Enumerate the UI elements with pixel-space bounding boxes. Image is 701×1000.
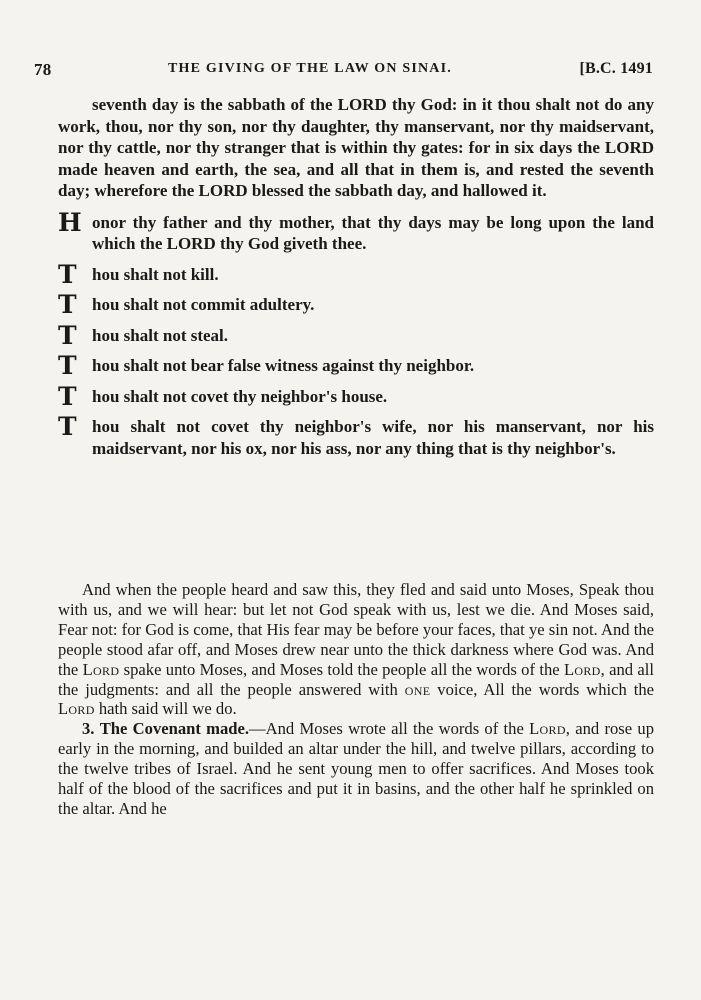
drop-initial: T — [58, 412, 77, 441]
text-run: And when the people heard and saw this, they fled and said unto Moses, Speak thou with us, and we will hear: but let not God speak with us, lest we die. And Moses said, Fear not: for God is come, that His fear may be before your faces, that ye sin not. And the people stood afar off, and Moses drew near unto the thick darkness where God was. And the — [58, 580, 654, 679]
commandment-false-witness — [58, 351, 654, 380]
drop-initial: T — [58, 351, 77, 380]
one-small-caps: one — [404, 679, 431, 699]
commandment-text: hou shalt not commit adultery. — [92, 295, 315, 314]
paragraph-people-fear — [58, 580, 654, 719]
lord-small-caps: Lord — [529, 719, 566, 739]
commandment-text: hou shalt not covet thy neighbor's wife, nor his manservant, nor his maidservant, nor his ox, nor his ass, nor any thing that is thy neighbor's. — [92, 417, 654, 458]
commandment-covet-house — [58, 381, 654, 411]
text-run: —And Moses wrote all the words of the — [249, 719, 530, 739]
text-run: , and all the judgments: and all the people answered with — [58, 659, 655, 699]
commandment-text: hou shalt not steal. — [92, 325, 229, 345]
commandment-text: hou shalt not covet thy neighbor's house. — [92, 386, 388, 406]
commandment-adultery — [58, 290, 654, 319]
running-title: THE GIVING OF THE LAW ON SINAI. — [168, 61, 452, 76]
drop-initial: H — [58, 207, 82, 237]
text-run: spake unto Moses, and Moses told the people all the words of the — [119, 659, 564, 679]
date-marker: [B.C. 1491 — [579, 60, 653, 77]
commandment-text: hou shalt not kill. — [92, 264, 219, 284]
commandments-block — [58, 94, 654, 459]
commandment-kill — [58, 259, 654, 289]
drop-initial: T — [58, 290, 77, 319]
drop-initial: T — [58, 259, 77, 289]
paragraph-covenant-made — [58, 719, 654, 819]
sabbath-commandment-continuation: seventh day is the sabbath of the LORD thy God: in it thou shalt not do any work, thou, nor thy son, nor thy daughter, thy manservant, nor thy maidservant, nor thy cattle, nor thy stranger that is within thy gates: for in six days the LORD made heaven and earth, the sea, and all that in them is, and rested the seventh day; wherefore the LORD blessed the sabbath day, and hallowed it. — [58, 95, 654, 200]
commandment-text: onor thy father and thy mother, that thy days may be long upon the land which the LORD thy God giveth thee. — [92, 212, 654, 253]
lord-small-caps: Lord — [58, 699, 95, 719]
drop-initial: T — [58, 320, 77, 350]
commandment-honor-parents — [58, 207, 654, 255]
commandment-covet-wife — [58, 412, 654, 459]
narrative-text — [58, 580, 654, 819]
text-run: , and rose up early in the morning, and builded an altar under the hill, and twelve pillars, according to the twelve tribes of Israel. And he sent young men to offer sacrifices. And Moses took half of the blood of the sacrifices and put it in basins, and the other half he sprinkled on the altar. And he — [58, 719, 654, 818]
drop-initial: T — [58, 381, 77, 411]
section-number: 3. — [82, 719, 95, 739]
running-header — [28, 60, 653, 84]
text-run: voice, All the words which the — [430, 679, 655, 699]
lord-small-caps: Lord — [563, 659, 601, 679]
lord-small-caps: Lord — [82, 659, 120, 679]
page-number: 78 — [34, 60, 52, 79]
text-run: hath said will we do. — [94, 699, 237, 719]
section-title: The Covenant made. — [99, 719, 250, 739]
commandment-text: hou shalt not bear false witness against thy neighbor. — [92, 356, 475, 375]
commandment-steal — [58, 320, 654, 350]
